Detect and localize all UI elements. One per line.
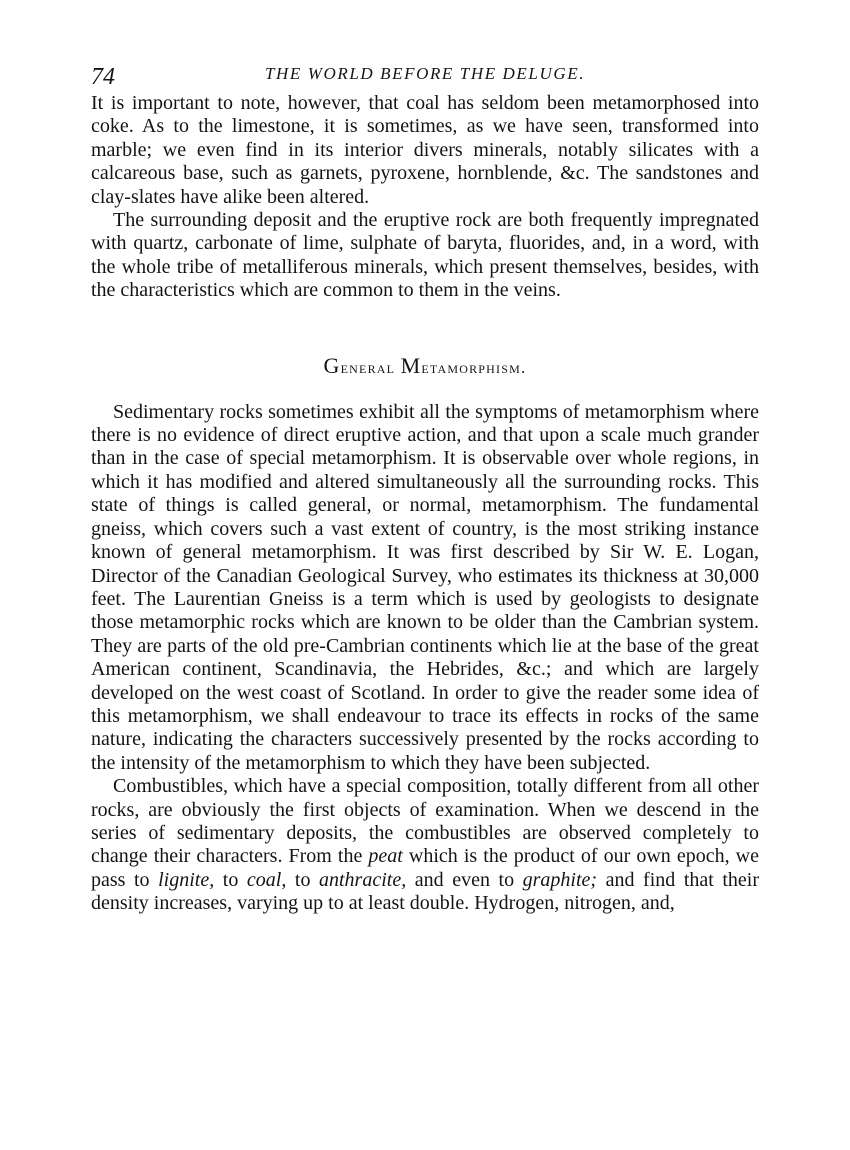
term-coal: coal, <box>246 868 287 891</box>
term-anthracite: anthracite, <box>319 868 407 891</box>
page-number: 74 <box>91 64 115 90</box>
term-graphite: graphite; <box>522 868 598 891</box>
running-title: THE WORLD BEFORE THE DELUGE. <box>264 64 586 83</box>
paragraph-sedimentary-rocks: Sedimentary rocks sometimes exhibit all the symptoms of metamorphism where there is no evidence of direct eruptive action, and that upon a scale much grander than in the case of special metamorphism. It is observable over whole regions, in which it has modified and altered simultaneously all the surrounding rocks. This state of things is called general, or normal, metamorphism. The fundamental gneiss, which covers such a vast extent of country, is the most striking instance known of general metamorphism. It was first described by Sir W. E. Logan, Director of the Canadian Geological Survey, who estimates its thickness at 30,000 feet. The Laurentian Gneiss is a term which is used by geologists to designate those metamorphic rocks which are known to be older than the Cambrian system. They are parts of the old pre-Cambrian continents which lie at the base of the great American continent, Scandinavia, the Hebrides, &c.; and which are largely developed on the west coast of Scotland. In order to give the reader some idea of this metamorphism, we shall endeavour to trace its effects in rocks of the same nature, indicating the characters successively presented by the rocks according to the intensity of the metamorphism to which they have been subjected. <box>91 400 759 774</box>
section-heading-general-metamorphism <box>91 353 759 379</box>
combustibles-text-6: and find that their density increases, varying up to at least double. Hydrogen, nitrogen, and, <box>91 868 760 915</box>
combustibles-text-2: which is the product of our own epoch, we pass to <box>91 845 759 891</box>
running-head <box>91 58 759 92</box>
paragraph-combustibles <box>91 775 759 915</box>
book-page <box>91 58 759 916</box>
combustibles-text-3: to <box>214 868 247 891</box>
heading-initial-m: M <box>400 352 422 378</box>
combustibles-text-5: and even to <box>406 868 523 891</box>
paragraph-surrounding-deposit: The surrounding deposit and the eruptive rock are both frequently impregnated with quartz, carbonate of lime, sulphate of baryta, fluorides, and, in a word, with the whole tribe of metalliferous minerals, which present themselves, besides, with the characteristics which are common to them in the veins. <box>91 209 759 302</box>
term-lignite: lignite, <box>158 868 215 891</box>
heading-rest-eneral: eneral <box>340 357 401 377</box>
term-peat: peat <box>368 845 403 868</box>
heading-rest-etamorphism: etamorphism. <box>421 357 527 377</box>
combustibles-text-1: Combustibles, which have a special composition, totally different from all other rocks, are obviously the first objects of examination. When we descend in the series of sedimentary deposits, the combustibles are observed completely to change their characters. From the <box>91 775 759 868</box>
heading-initial-g: G <box>323 352 341 378</box>
combustibles-text-4: to <box>286 868 319 891</box>
paragraph-coal-limestone: It is important to note, however, that coal has seldom been metamorphosed into coke. As to the limestone, it is sometimes, as we have seen, transformed into marble; we even find in its interior divers minerals, notably silicates with a calcareous base, such as garnets, pyroxene, hornblende, &c. The sandstones and clay-slates have alike been altered. <box>91 92 759 208</box>
